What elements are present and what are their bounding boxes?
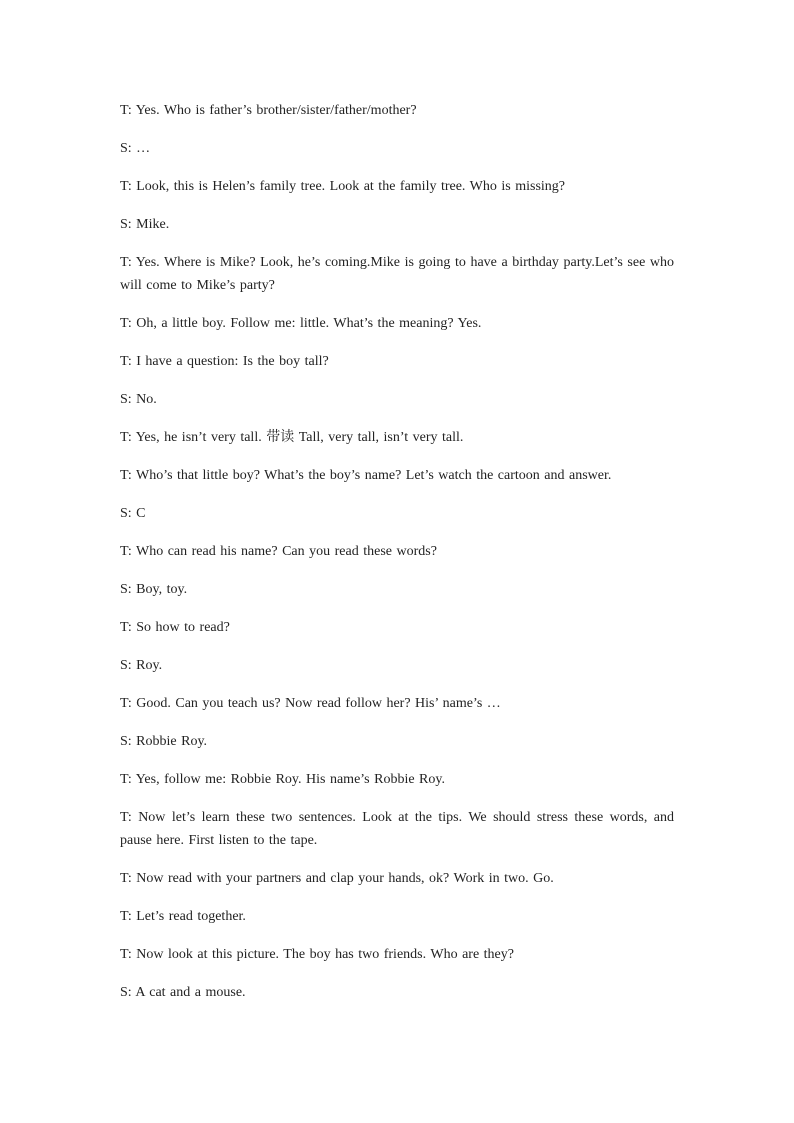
paragraph: T: Yes, follow me: Robbie Roy. His name’s Robbie Roy. <box>120 772 445 787</box>
paragraph: S: Mike. <box>120 217 170 232</box>
paragraph: T: So how to read? <box>120 620 230 635</box>
paragraph: S: Boy, toy. <box>120 582 188 597</box>
paragraph: S: Robbie Roy. <box>120 734 208 749</box>
document-body <box>120 99 674 1019</box>
paragraph: S: No. <box>120 392 157 407</box>
paragraph: T: Now look at this picture. The boy has two friends. Who are they? <box>120 947 514 962</box>
paragraph: T: Look, this is Helen’s family tree. Look at the family tree. Who is missing? <box>120 179 566 194</box>
paragraph: T: Now let’s learn these two sentences. Look at the tips. We should stress these words, and pause here. First listen to the tape. <box>120 810 674 848</box>
paragraph: T: Yes. Who is father’s brother/sister/father/mother? <box>120 103 417 118</box>
paragraph: T: Yes, he isn’t very tall. 带读 Tall, very tall, isn’t very tall. <box>120 430 464 445</box>
paragraph: S: A cat and a mouse. <box>120 985 246 1000</box>
paragraph: T: Let’s read together. <box>120 909 246 924</box>
paragraph: T: I have a question: Is the boy tall? <box>120 354 329 369</box>
paragraph: T: Who’s that little boy? What’s the boy’s name? Let’s watch the cartoon and answer. <box>120 468 612 483</box>
paragraph: S: C <box>120 506 146 521</box>
paragraph: T: Oh, a little boy. Follow me: little. What’s the meaning? Yes. <box>120 316 482 331</box>
paragraph: S: … <box>120 141 151 156</box>
paragraph: T: Who can read his name? Can you read these words? <box>120 544 437 559</box>
paragraph: T: Now read with your partners and clap your hands, ok? Work in two. Go. <box>120 871 554 886</box>
paragraph: T: Yes. Where is Mike? Look, he’s coming.Mike is going to have a birthday party.Let’s see who will come to Mike’s party? <box>120 255 674 293</box>
paragraph: S: Roy. <box>120 658 163 673</box>
paragraph: T: Good. Can you teach us? Now read follow her? His’ name’s … <box>120 696 501 711</box>
